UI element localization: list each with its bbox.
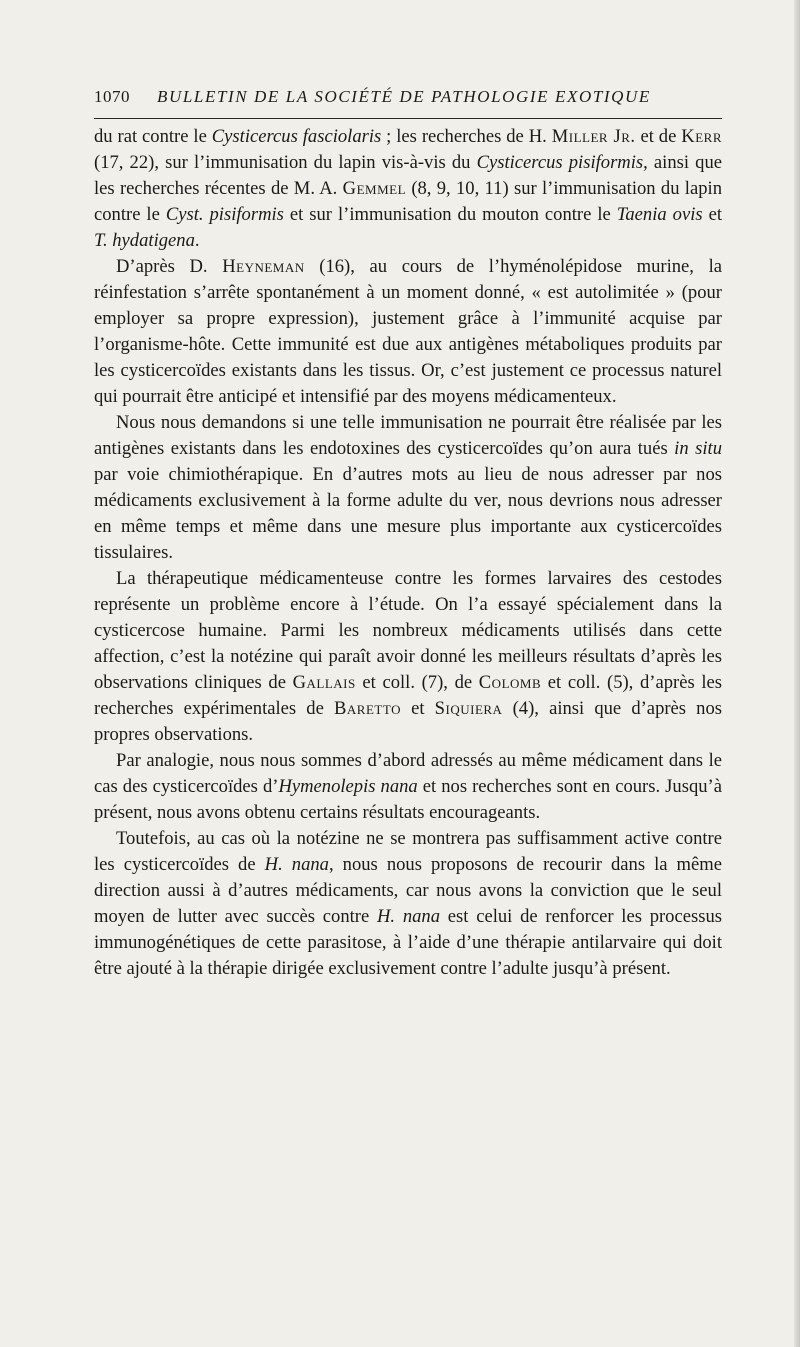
species-name: Hymenolepis nana — [278, 776, 418, 797]
species-name: T. hydatigena — [94, 230, 195, 251]
journal-title: BULLETIN DE LA SOCIÉTÉ DE PATHOLOGIE EXOTIQUE — [157, 87, 651, 106]
author-name: Miller Jr. — [551, 126, 636, 147]
author-name: Colomb — [478, 672, 542, 693]
page-edge-shadow — [794, 0, 800, 1347]
paragraph-3: Nous nous demandons si une telle immunisation ne pourrait être réalisée par les antigènes existants dans les endotoxines des cysticercoïdes qu’on aura tués in situ par voie chimiothérapique. En d’autres mots au lieu de nous adresser par nos médicaments exclusivement à la forme adulte du ver, nous devrions nous adresser en même temps et même dans une mesure plus importante aux cysticercoïdes tissulaires. — [94, 412, 722, 563]
paragraph-4: La thérapeutique médicamenteuse contre les formes larvaires des cestodes représente un problème encore à l’étude. On l’a essayé spécialement dans la cysticercose humaine. Parmi les nombreux médicaments utilisés dans cette affection, c’est la notézine qui paraît avoir donné les meilleurs résultats d’après les observations cliniques de Gallais et coll. (7), de Colomb et coll. (5), d’après les recherches expérimentales de Baretto et Siquiera (4), ainsi que d’après nos propres observations. — [94, 568, 723, 745]
author-name: Gallais — [292, 672, 356, 693]
author-name: Kerr — [681, 126, 722, 147]
paragraph-5: Par analogie, nous nous sommes d’abord adressés au même médicament dans le cas des cysticercoïdes d’Hymenolepis nana et nos recherches sont en cours. Jusqu’à présent, nous avons obtenu certains résultats encourageants. — [94, 750, 722, 823]
paragraph-6: Toutefois, au cas où la notézine ne se montrera pas suffisamment active contre les cysticercoïdes de H. nana, nous nous proposons de recourir dans la même direction aussi à d’autres médicaments, car nous avons la conviction que le seul moyen de lutter avec succès contre H. nana est celui de renforcer les processus immunogénétiques de cette parasitose, à l’aide d’une thérapie antilarvaire qui doit être ajouté à la thérapie dirigée exclusivement contre l’adulte jusqu’à présent. — [94, 828, 722, 979]
species-name: H. nana — [377, 906, 441, 927]
paragraph-1: du rat contre le Cysticercus fasciolaris ; les recherches de H. Miller Jr. et de Kerr (17, 22), sur l’immunisation du lapin vis-à-vis du Cysticercus pisiformis, ainsi que les recherches récentes de M. A. Gemmel (8, 9, 10, 11) sur l’immunisation du lapin contre le Cyst. pisiformis et sur l’immunisation du mouton contre le Taenia ovis et T. hydatigena. — [94, 126, 722, 251]
species-name: Cysticercus fasciolaris — [211, 126, 382, 147]
species-name: H. nana — [264, 854, 329, 875]
species-name: Cysticercus pisiformis — [476, 152, 644, 173]
latin-term: in situ — [674, 438, 722, 459]
author-name: Baretto — [334, 698, 401, 719]
header-rule — [94, 118, 722, 119]
article-body — [94, 124, 722, 982]
species-name: Taenia ovis — [616, 204, 703, 225]
author-name: Siquiera — [434, 698, 503, 719]
author-name: Gemmel — [342, 178, 407, 199]
paragraph-2: D’après D. Heyneman (16), au cours de l’hyménolépidose murine, la réinfestation s’arrête spontanément à un moment donné, « est autolimitée » (pour employer sa propre expression), justement grâce à l’immunité acquise par l’organisme-hôte. Cette immunité est due aux antigènes métaboliques produits par les cysticercoïdes existants dans les tissus. Or, c’est justement ce processus naturel qui pourrait être anticipé et intensifié par des moyens médicamenteux. — [94, 256, 723, 407]
page-number: 1070 — [94, 87, 130, 106]
running-header — [94, 86, 722, 108]
species-name: Cyst. pisiformis — [165, 204, 284, 225]
author-name: Heyneman — [222, 256, 305, 277]
